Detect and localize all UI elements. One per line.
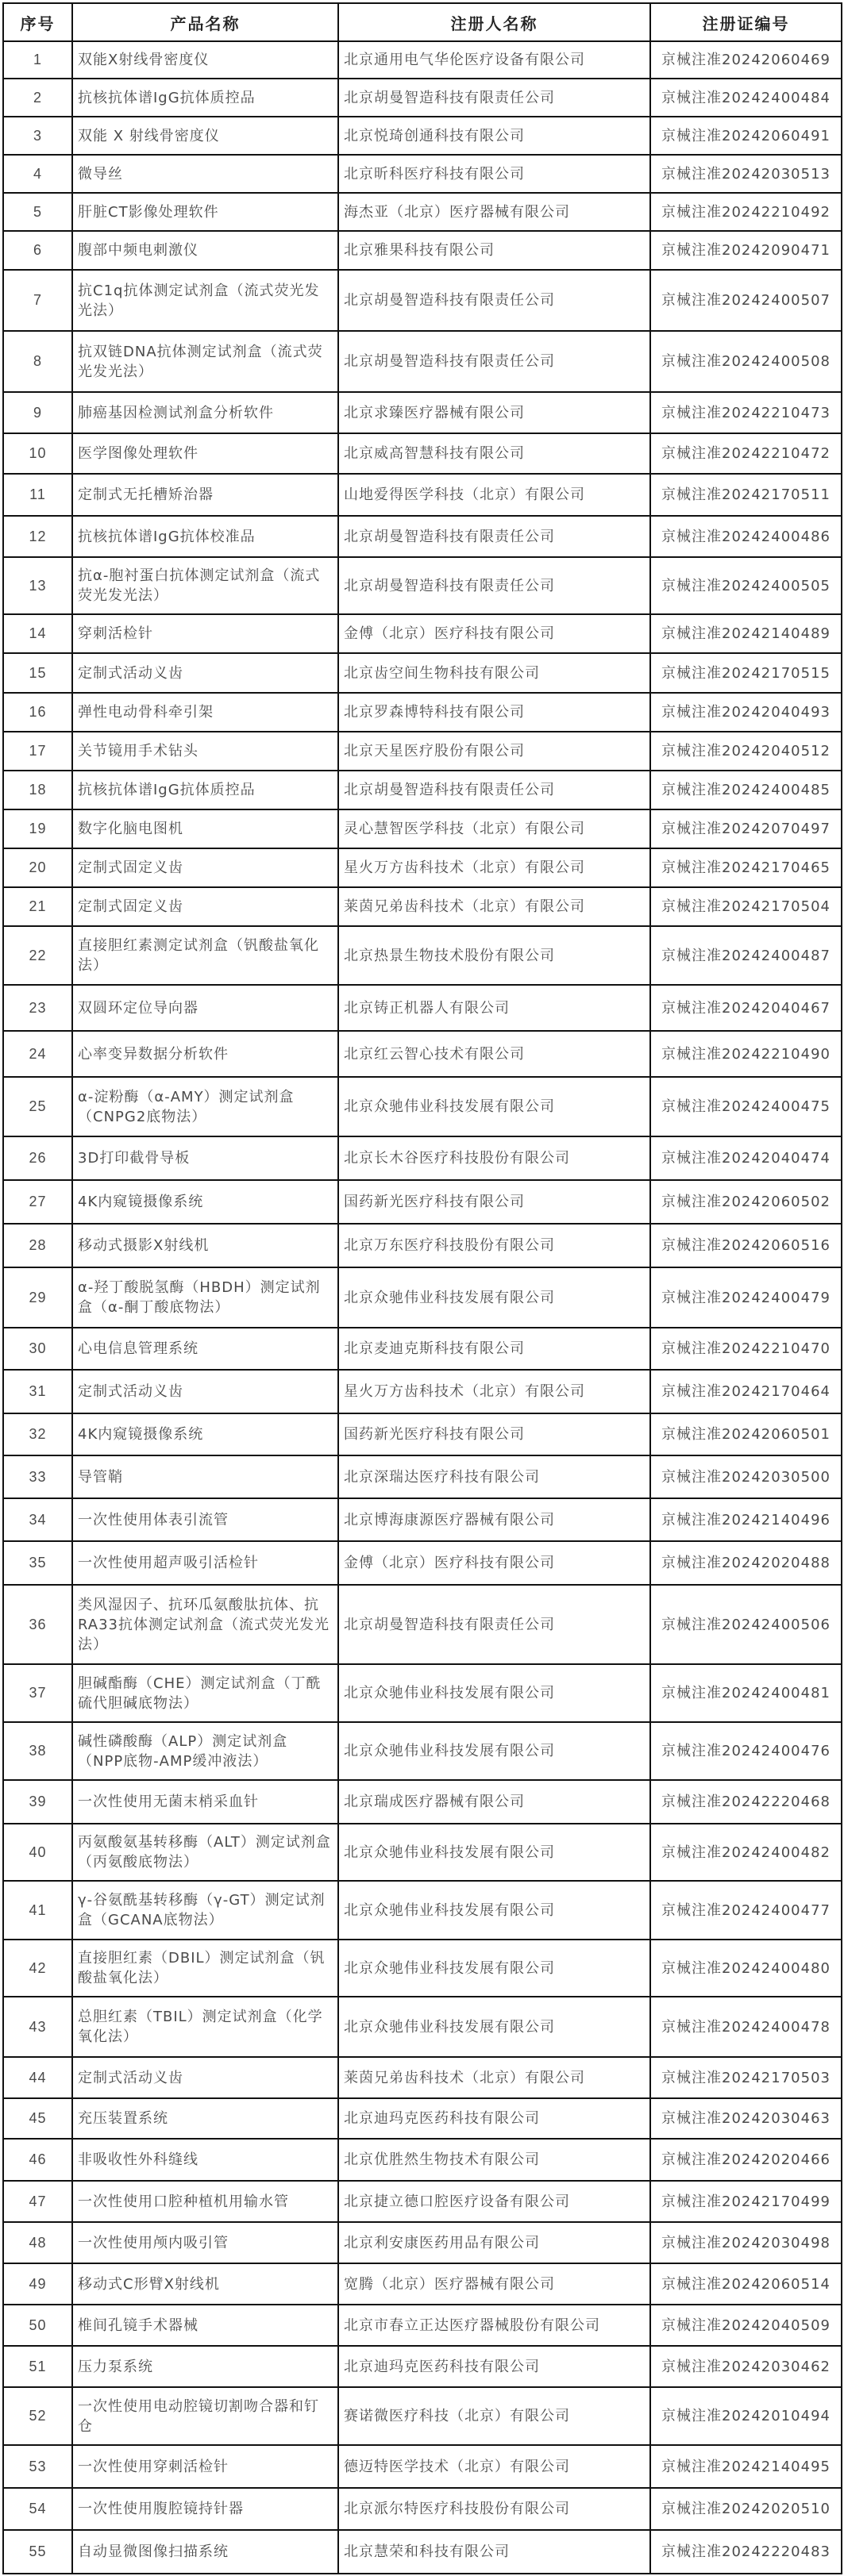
product-name: 类风湿因子、抗环瓜氨酸肽抗体、抗RA33抗体测定试剂盒（流式荧光发光法） <box>72 1585 338 1664</box>
certificate-number: 京械注准20242400477 <box>650 1881 842 1940</box>
row-number: 23 <box>3 985 72 1031</box>
product-name: 抗核抗体谱IgG抗体校准品 <box>72 516 338 557</box>
table-row <box>3 887 842 926</box>
certificate-number: 京械注准20242040493 <box>650 693 842 732</box>
registrant-name: 国药新光医疗科技有限公司 <box>338 1413 650 1455</box>
table-row <box>3 1370 842 1413</box>
table-row <box>3 270 842 331</box>
registrant-name: 北京悦琦创通科技有限公司 <box>338 117 650 155</box>
product-name: 一次性使用颅内吸引管 <box>72 2222 338 2263</box>
registrant-name: 北京市春立正达医疗器械股份有限公司 <box>338 2305 650 2346</box>
table-row <box>3 926 842 985</box>
table-row <box>3 1328 842 1370</box>
header-product: 产品名称 <box>72 3 338 41</box>
product-name: 抗C1q抗体测定试剂盒（流式荧光发光法） <box>72 270 338 331</box>
product-name: 一次性使用穿刺活检针 <box>72 2445 338 2488</box>
registrant-name: 莱茵兄弟齿科技术（北京）有限公司 <box>338 887 650 926</box>
row-number: 25 <box>3 1077 72 1136</box>
certificate-number: 京械注准20242170511 <box>650 474 842 516</box>
registrant-name: 北京红云智心技术有限公司 <box>338 1031 650 1077</box>
product-name: 自动显微图像扫描系统 <box>72 2530 338 2574</box>
table-row <box>3 331 842 392</box>
certificate-number: 京械注准20242040474 <box>650 1136 842 1180</box>
registrant-name: 北京铸正机器人有限公司 <box>338 985 650 1031</box>
product-name: 定制式固定义齿 <box>72 848 338 887</box>
product-name: 穿刺活检针 <box>72 614 338 653</box>
registrant-name: 北京博海康源医疗器械有限公司 <box>338 1498 650 1541</box>
table-row <box>3 231 842 270</box>
table-row <box>3 1722 842 1780</box>
row-number: 6 <box>3 231 72 270</box>
product-name: 抗核抗体谱IgG抗体质控品 <box>72 771 338 809</box>
registrant-name: 北京罗森博特科技有限公司 <box>338 693 650 732</box>
certificate-number: 京械注准20242060502 <box>650 1180 842 1224</box>
row-number: 27 <box>3 1180 72 1224</box>
table-row <box>3 557 842 614</box>
registrant-name: 金傅（北京）医疗科技有限公司 <box>338 614 650 653</box>
row-number: 32 <box>3 1413 72 1455</box>
row-number: 30 <box>3 1328 72 1370</box>
table-row <box>3 732 842 771</box>
product-name: 直接胆红素（DBIL）测定试剂盒（钒酸盐氧化法） <box>72 1940 338 1997</box>
table-row <box>3 2305 842 2346</box>
registrant-name: 北京迪玛克医药科技有限公司 <box>338 2098 650 2139</box>
certificate-number: 京械注准20242140489 <box>650 614 842 653</box>
table-row <box>3 1940 842 1997</box>
table-row <box>3 1881 842 1940</box>
certificate-number: 京械注准20242400478 <box>650 1997 842 2057</box>
registrant-name: 北京天星医疗股份有限公司 <box>338 732 650 771</box>
table-row <box>3 1136 842 1180</box>
product-name: 椎间孔镜手术器械 <box>72 2305 338 2346</box>
certificate-number: 京械注准20242140495 <box>650 2445 842 2488</box>
registrant-name: 北京胡曼智造科技有限责任公司 <box>338 270 650 331</box>
product-name: 一次性使用体表引流管 <box>72 1498 338 1541</box>
row-number: 18 <box>3 771 72 809</box>
registrant-name: 北京麦迪克斯科技有限公司 <box>338 1328 650 1370</box>
row-number: 36 <box>3 1585 72 1664</box>
registrant-name: 北京齿空间生物科技有限公司 <box>338 653 650 693</box>
product-name: 定制式无托槽矫治器 <box>72 474 338 516</box>
row-number: 26 <box>3 1136 72 1180</box>
certificate-number: 京械注准20242400485 <box>650 771 842 809</box>
certificate-number: 京械注准20242170464 <box>650 1370 842 1413</box>
table-row <box>3 848 842 887</box>
registrant-name: 北京胡曼智造科技有限责任公司 <box>338 331 650 392</box>
product-name: 抗α-胞衬蛋白抗体测定试剂盒（流式荧光发光法） <box>72 557 338 614</box>
registrant-name: 北京众驰伟业科技发展有限公司 <box>338 1077 650 1136</box>
registrant-name: 北京雅果科技有限公司 <box>338 231 650 270</box>
registrant-name: 赛诺微医疗科技（北京）有限公司 <box>338 2387 650 2445</box>
product-name: 非吸收性外科缝线 <box>72 2139 338 2181</box>
registrant-name: 海杰亚（北京）医疗器械有限公司 <box>338 193 650 231</box>
table-row <box>3 1585 842 1664</box>
product-name: 4K内窥镜摄像系统 <box>72 1180 338 1224</box>
table-row <box>3 2263 842 2305</box>
certificate-number: 京械注准20242060516 <box>650 1224 842 1267</box>
product-name: 总胆红素（TBIL）测定试剂盒（化学氧化法） <box>72 1997 338 2057</box>
table-row <box>3 79 842 117</box>
product-name: 医学图像处理软件 <box>72 433 338 474</box>
registrant-name: 北京胡曼智造科技有限责任公司 <box>338 516 650 557</box>
row-number: 12 <box>3 516 72 557</box>
registrant-name: 星火万方齿科技术（北京）有限公司 <box>338 1370 650 1413</box>
product-name: 胆碱酯酶（CHE）测定试剂盒（丁酰硫代胆碱底物法） <box>72 1664 338 1722</box>
certificate-number: 京械注准20242040509 <box>650 2305 842 2346</box>
registrant-name: 北京深瑞达医疗科技有限公司 <box>338 1455 650 1498</box>
row-number: 8 <box>3 331 72 392</box>
product-name: 肝脏CT影像处理软件 <box>72 193 338 231</box>
table-row <box>3 2057 842 2098</box>
row-number: 3 <box>3 117 72 155</box>
certificate-number: 京械注准20242060469 <box>650 41 842 79</box>
row-number: 9 <box>3 392 72 433</box>
certificate-number: 京械注准20242140496 <box>650 1498 842 1541</box>
row-number: 28 <box>3 1224 72 1267</box>
registration-table <box>2 2 842 2574</box>
table-row <box>3 117 842 155</box>
product-name: 定制式活动义齿 <box>72 653 338 693</box>
row-number: 55 <box>3 2530 72 2574</box>
product-name: 双圆环定位导向器 <box>72 985 338 1031</box>
row-number: 54 <box>3 2488 72 2530</box>
product-name: 弹性电动骨科牵引架 <box>72 693 338 732</box>
row-number: 51 <box>3 2346 72 2387</box>
product-name: 心率变异数据分析软件 <box>72 1031 338 1077</box>
header-cert: 注册证编号 <box>650 3 842 41</box>
table-row <box>3 1413 842 1455</box>
registrant-name: 北京众驰伟业科技发展有限公司 <box>338 1722 650 1780</box>
registrant-name: 灵心慧智医学科技（北京）有限公司 <box>338 809 650 848</box>
table-row <box>3 1077 842 1136</box>
table-header-row <box>3 3 842 41</box>
certificate-number: 京械注准20242090471 <box>650 231 842 270</box>
certificate-number: 京械注准20242030513 <box>650 155 842 193</box>
certificate-number: 京械注准20242400487 <box>650 926 842 985</box>
row-number: 14 <box>3 614 72 653</box>
row-number: 31 <box>3 1370 72 1413</box>
table-row <box>3 1997 842 2057</box>
registrant-name: 北京胡曼智造科技有限责任公司 <box>338 79 650 117</box>
table-row <box>3 1498 842 1541</box>
row-number: 20 <box>3 848 72 887</box>
product-name: 双能 X 射线骨密度仪 <box>72 117 338 155</box>
certificate-number: 京械注准20242060501 <box>650 1413 842 1455</box>
table-row <box>3 809 842 848</box>
certificate-number: 京械注准20242400480 <box>650 1940 842 1997</box>
certificate-number: 京械注准20242170499 <box>650 2181 842 2222</box>
product-name: γ-谷氨酰基转移酶（γ-GT）测定试剂盒（GCANA底物法） <box>72 1881 338 1940</box>
table-row <box>3 1824 842 1881</box>
table-row <box>3 1224 842 1267</box>
registrant-name: 北京众驰伟业科技发展有限公司 <box>338 1881 650 1940</box>
row-number: 49 <box>3 2263 72 2305</box>
registrant-name: 北京威高智慧科技有限公司 <box>338 433 650 474</box>
certificate-number: 京械注准20242030463 <box>650 2098 842 2139</box>
table-body <box>3 41 842 2574</box>
product-name: 双能X射线骨密度仪 <box>72 41 338 79</box>
registrant-name: 北京众驰伟业科技发展有限公司 <box>338 1997 650 2057</box>
row-number: 11 <box>3 474 72 516</box>
row-number: 52 <box>3 2387 72 2445</box>
table-row <box>3 2445 842 2488</box>
certificate-number: 京械注准20242040512 <box>650 732 842 771</box>
certificate-number: 京械注准20242060514 <box>650 2263 842 2305</box>
row-number: 15 <box>3 653 72 693</box>
row-number: 4 <box>3 155 72 193</box>
table-row <box>3 2098 842 2139</box>
table-row <box>3 693 842 732</box>
certificate-number: 京械注准20242170504 <box>650 887 842 926</box>
product-name: 丙氨酸氨基转移酶（ALT）测定试剂盒（丙氨酸底物法） <box>72 1824 338 1881</box>
row-number: 46 <box>3 2139 72 2181</box>
product-name: 移动式C形臂X射线机 <box>72 2263 338 2305</box>
row-number: 19 <box>3 809 72 848</box>
product-name: 一次性使用腹腔镜持针器 <box>72 2488 338 2530</box>
table-row <box>3 2530 842 2574</box>
product-name: 腹部中频电刺激仪 <box>72 231 338 270</box>
certificate-number: 京械注准20242400484 <box>650 79 842 117</box>
product-name: 一次性使用超声吸引活检针 <box>72 1541 338 1585</box>
certificate-number: 京械注准20242020510 <box>650 2488 842 2530</box>
registrant-name: 金傅（北京）医疗科技有限公司 <box>338 1541 650 1585</box>
table-row <box>3 1780 842 1824</box>
certificate-number: 京械注准20242010494 <box>650 2387 842 2445</box>
registrant-name: 北京热景生物技术股份有限公司 <box>338 926 650 985</box>
product-name: 抗核抗体谱IgG抗体质控品 <box>72 79 338 117</box>
certificate-number: 京械注准20242400481 <box>650 1664 842 1722</box>
table-row <box>3 653 842 693</box>
table-row <box>3 1180 842 1224</box>
table-row <box>3 1664 842 1722</box>
row-number: 17 <box>3 732 72 771</box>
certificate-number: 京械注准20242020466 <box>650 2139 842 2181</box>
registrant-name: 宽腾（北京）医疗器械有限公司 <box>338 2263 650 2305</box>
row-number: 5 <box>3 193 72 231</box>
table-row <box>3 1455 842 1498</box>
row-number: 16 <box>3 693 72 732</box>
product-name: 定制式活动义齿 <box>72 2057 338 2098</box>
product-name: 肺癌基因检测试剂盒分析软件 <box>72 392 338 433</box>
certificate-number: 京械注准20242170515 <box>650 653 842 693</box>
table-row <box>3 155 842 193</box>
table-row <box>3 771 842 809</box>
certificate-number: 京械注准20242020488 <box>650 1541 842 1585</box>
row-number: 47 <box>3 2181 72 2222</box>
product-name: 微导丝 <box>72 155 338 193</box>
product-name: 一次性使用电动腔镜切割吻合器和钉仓 <box>72 2387 338 2445</box>
table-row <box>3 1541 842 1585</box>
registrant-name: 莱茵兄弟齿科技术（北京）有限公司 <box>338 2057 650 2098</box>
product-name: 移动式摄影X射线机 <box>72 1224 338 1267</box>
product-name: 抗双链DNA抗体测定试剂盒（流式荧光发光法） <box>72 331 338 392</box>
certificate-number: 京械注准20242220468 <box>650 1780 842 1824</box>
certificate-number: 京械注准20242030500 <box>650 1455 842 1498</box>
table-row <box>3 2222 842 2263</box>
row-number: 41 <box>3 1881 72 1940</box>
certificate-number: 京械注准20242060491 <box>650 117 842 155</box>
table-row <box>3 2488 842 2530</box>
certificate-number: 京械注准20242070497 <box>650 809 842 848</box>
product-name: 压力泵系统 <box>72 2346 338 2387</box>
table-row <box>3 614 842 653</box>
product-name: 数字化脑电图机 <box>72 809 338 848</box>
certificate-number: 京械注准20242400506 <box>650 1585 842 1664</box>
registrant-name: 北京众驰伟业科技发展有限公司 <box>338 1940 650 1997</box>
table-row <box>3 2387 842 2445</box>
registrant-name: 北京胡曼智造科技有限责任公司 <box>338 1585 650 1664</box>
certificate-number: 京械注准20242210473 <box>650 392 842 433</box>
row-number: 42 <box>3 1940 72 1997</box>
product-name: α-淀粉酶（α-AMY）测定试剂盒（CNPG2底物法） <box>72 1077 338 1136</box>
row-number: 10 <box>3 433 72 474</box>
product-name: 一次性使用无菌末梢采血针 <box>72 1780 338 1824</box>
row-number: 50 <box>3 2305 72 2346</box>
row-number: 35 <box>3 1541 72 1585</box>
product-name: 直接胆红素测定试剂盒（钒酸盐氧化法） <box>72 926 338 985</box>
registrant-name: 北京慧荣和科技有限公司 <box>338 2530 650 2574</box>
registrant-name: 北京捷立德口腔医疗设备有限公司 <box>338 2181 650 2222</box>
product-name: 心电信息管理系统 <box>72 1328 338 1370</box>
row-number: 39 <box>3 1780 72 1824</box>
row-number: 1 <box>3 41 72 79</box>
row-number: 21 <box>3 887 72 926</box>
product-name: 3D打印截骨导板 <box>72 1136 338 1180</box>
product-name: 定制式固定义齿 <box>72 887 338 926</box>
registrant-name: 北京众驰伟业科技发展有限公司 <box>338 1267 650 1328</box>
certificate-number: 京械注准20242400486 <box>650 516 842 557</box>
certificate-number: 京械注准20242400482 <box>650 1824 842 1881</box>
registrant-name: 北京众驰伟业科技发展有限公司 <box>338 1664 650 1722</box>
registrant-name: 星火万方齿科技术（北京）有限公司 <box>338 848 650 887</box>
certificate-number: 京械注准20242040467 <box>650 985 842 1031</box>
table-row <box>3 392 842 433</box>
certificate-number: 京械注准20242030498 <box>650 2222 842 2263</box>
registrant-name: 北京长木谷医疗科技股份有限公司 <box>338 1136 650 1180</box>
certificate-number: 京械注准20242210470 <box>650 1328 842 1370</box>
row-number: 48 <box>3 2222 72 2263</box>
certificate-number: 京械注准20242030462 <box>650 2346 842 2387</box>
registrant-name: 山地爱得医学科技（北京）有限公司 <box>338 474 650 516</box>
certificate-number: 京械注准20242210492 <box>650 193 842 231</box>
product-name: 关节镜用手术钻头 <box>72 732 338 771</box>
certificate-number: 京械注准20242400475 <box>650 1077 842 1136</box>
registrant-name: 北京利安康医药用品有限公司 <box>338 2222 650 2263</box>
certificate-number: 京械注准20242400479 <box>650 1267 842 1328</box>
row-number: 38 <box>3 1722 72 1780</box>
row-number: 24 <box>3 1031 72 1077</box>
table-row <box>3 2139 842 2181</box>
row-number: 7 <box>3 270 72 331</box>
product-name: 导管鞘 <box>72 1455 338 1498</box>
certificate-number: 京械注准20242400476 <box>650 1722 842 1780</box>
product-name: 碱性磷酸酶（ALP）测定试剂盒（NPP底物-AMP缓冲液法） <box>72 1722 338 1780</box>
table-row <box>3 193 842 231</box>
product-name: 一次性使用口腔种植机用输水管 <box>72 2181 338 2222</box>
registrant-name: 北京胡曼智造科技有限责任公司 <box>338 557 650 614</box>
table-row <box>3 1031 842 1077</box>
registrant-name: 北京通用电气华伦医疗设备有限公司 <box>338 41 650 79</box>
row-number: 37 <box>3 1664 72 1722</box>
product-name: 充压装置系统 <box>72 2098 338 2139</box>
row-number: 29 <box>3 1267 72 1328</box>
header-no: 序号 <box>3 3 72 41</box>
certificate-number: 京械注准20242210472 <box>650 433 842 474</box>
certificate-number: 京械注准20242400505 <box>650 557 842 614</box>
registrant-name: 北京派尔特医疗科技股份有限公司 <box>338 2488 650 2530</box>
product-name: α-羟丁酸脱氢酶（HBDH）测定试剂盒（α-酮丁酸底物法） <box>72 1267 338 1328</box>
registrant-name: 北京万东医疗科技股份有限公司 <box>338 1224 650 1267</box>
registrant-name: 北京瑞成医疗器械有限公司 <box>338 1780 650 1824</box>
certificate-number: 京械注准20242170465 <box>650 848 842 887</box>
product-name: 4K内窥镜摄像系统 <box>72 1413 338 1455</box>
certificate-number: 京械注准20242400507 <box>650 270 842 331</box>
registrant-name: 德迈特医学技术（北京）有限公司 <box>338 2445 650 2488</box>
table-row <box>3 1267 842 1328</box>
registrant-name: 北京众驰伟业科技发展有限公司 <box>338 1824 650 1881</box>
table-row <box>3 2346 842 2387</box>
registrant-name: 国药新光医疗科技有限公司 <box>338 1180 650 1224</box>
table-row <box>3 474 842 516</box>
row-number: 2 <box>3 79 72 117</box>
row-number: 13 <box>3 557 72 614</box>
certificate-number: 京械注准20242400508 <box>650 331 842 392</box>
registrant-name: 北京迪玛克医药科技有限公司 <box>338 2346 650 2387</box>
registrant-name: 北京求臻医疗器械有限公司 <box>338 392 650 433</box>
table-row <box>3 2181 842 2222</box>
certificate-number: 京械注准20242210490 <box>650 1031 842 1077</box>
registrant-name: 北京优胜然生物技术有限公司 <box>338 2139 650 2181</box>
row-number: 33 <box>3 1455 72 1498</box>
certificate-number: 京械注准20242220483 <box>650 2530 842 2574</box>
row-number: 34 <box>3 1498 72 1541</box>
row-number: 45 <box>3 2098 72 2139</box>
row-number: 43 <box>3 1997 72 2057</box>
row-number: 53 <box>3 2445 72 2488</box>
registrant-name: 北京昕科医疗科技有限公司 <box>338 155 650 193</box>
product-name: 定制式活动义齿 <box>72 1370 338 1413</box>
row-number: 22 <box>3 926 72 985</box>
table-row <box>3 41 842 79</box>
table-row <box>3 516 842 557</box>
certificate-number: 京械注准20242170503 <box>650 2057 842 2098</box>
header-registrant: 注册人名称 <box>338 3 650 41</box>
table-row <box>3 985 842 1031</box>
table-row <box>3 433 842 474</box>
row-number: 44 <box>3 2057 72 2098</box>
row-number: 40 <box>3 1824 72 1881</box>
registrant-name: 北京胡曼智造科技有限责任公司 <box>338 771 650 809</box>
